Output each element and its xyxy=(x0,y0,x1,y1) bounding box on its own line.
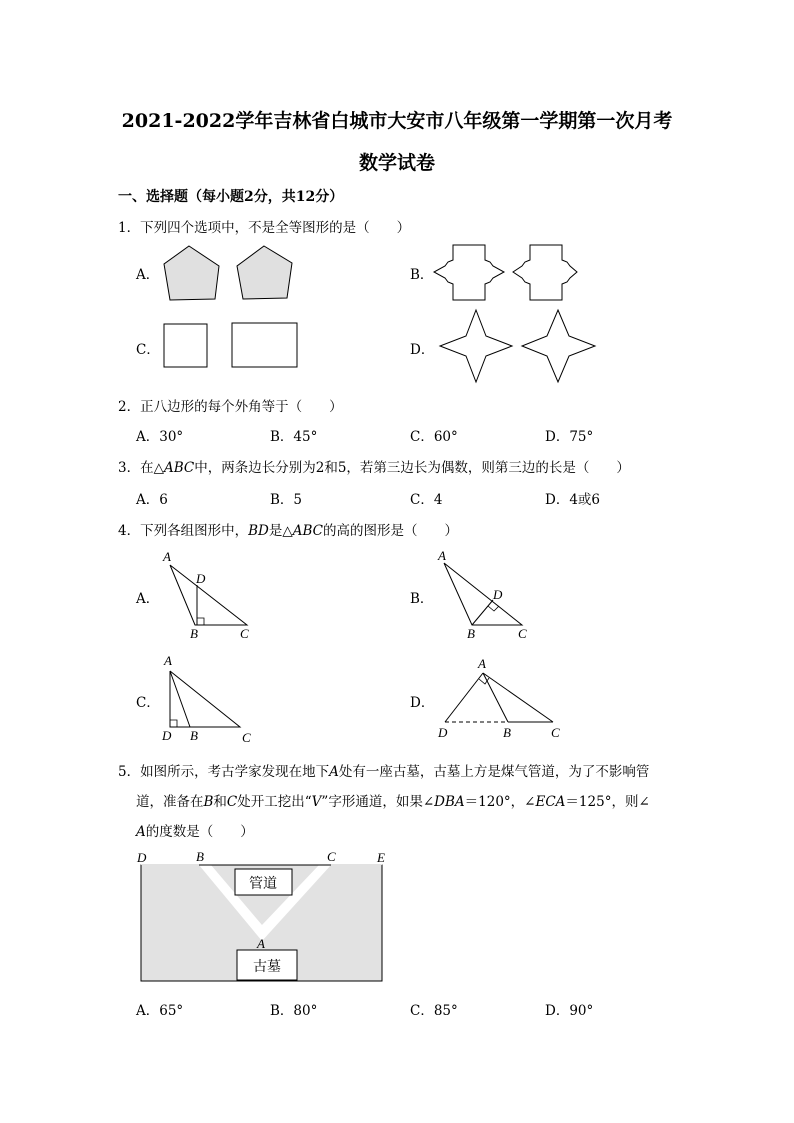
label-c: C xyxy=(327,849,336,864)
question-5-line1: 5．如图所示，考古学家发现在地下A处有一座古墓，古墓上方是煤气管道，为了不影响管 xyxy=(118,764,650,780)
label-a: A xyxy=(163,549,171,564)
q5-option-a: A．65° xyxy=(136,1003,184,1019)
label-b: B xyxy=(503,725,511,740)
label-c: C xyxy=(551,725,560,740)
question-5-line2: 道，准备在B和C处开工挖出“V”字形通道，如果∠DBA＝120°，∠ECA＝125°，则∠ xyxy=(136,794,650,810)
q3-option-b: B．5 xyxy=(270,492,303,508)
q5-option-c: C．85° xyxy=(410,1003,458,1019)
label-c: C xyxy=(518,626,527,641)
q2-option-a: A．30° xyxy=(136,429,184,445)
exam-title-line2: 数学试卷 xyxy=(358,152,435,174)
question-2-stem: 2．正八边形的每个外角等于（ ） xyxy=(118,399,343,415)
label-d: D xyxy=(137,850,147,865)
label-a: A xyxy=(438,548,446,563)
label-d: D xyxy=(196,571,206,586)
q3-option-c: C．4 xyxy=(410,492,443,508)
q3-option-d: D．4或6 xyxy=(545,492,601,508)
label-b: B xyxy=(196,849,204,864)
tomb-label: 古墓 xyxy=(253,960,281,975)
q2-option-d: D．75° xyxy=(545,429,594,445)
q1-option-a-label: A． xyxy=(136,267,160,283)
label-c: C xyxy=(242,730,251,745)
label-b: B xyxy=(190,626,198,641)
question-1-stem: 1．下列四个选项中，不是全等图形的是（ ） xyxy=(118,220,411,236)
q3-option-a: A．6 xyxy=(136,492,168,508)
q1-option-d-label: D． xyxy=(410,342,435,358)
label-a: A xyxy=(478,656,486,671)
label-a: A xyxy=(257,936,265,951)
pipe-label: 管道 xyxy=(249,877,277,892)
section-heading: 一、选择题（每小题2分，共12分） xyxy=(118,189,344,205)
q5-option-b: B．80° xyxy=(270,1003,318,1019)
label-d: D xyxy=(162,728,172,743)
question-3-stem: 3．在△ABC中，两条边长分别为2和5，若第三边长为偶数，则第三边的长是（ ） xyxy=(118,460,630,476)
q4-option-c-label: C． xyxy=(136,695,160,711)
q4-option-d-label: D． xyxy=(410,695,435,711)
label-c: C xyxy=(240,626,249,641)
q5-option-d: D．90° xyxy=(545,1003,594,1019)
label-d: D xyxy=(493,587,503,602)
q2-option-b: B．45° xyxy=(270,429,318,445)
q1-option-b-label: B． xyxy=(410,267,434,283)
q4-option-b-label: B． xyxy=(410,591,434,607)
label-b: B xyxy=(190,728,198,743)
q1-option-c-label: C． xyxy=(136,342,160,358)
label-e: E xyxy=(377,850,385,865)
label-b: B xyxy=(467,626,475,641)
label-d: D xyxy=(438,725,448,740)
label-a: A xyxy=(164,653,172,668)
exam-title-line1: 2021-2022学年吉林省白城市大安市八年级第一学期第一次月考 xyxy=(121,110,673,132)
question-5-line3: A的度数是（ ） xyxy=(136,824,254,840)
q4-option-a-label: A． xyxy=(136,591,160,607)
question-4-stem: 4．下列各组图形中，BD是△ABC的高的图形是（ ） xyxy=(118,523,458,539)
q2-option-c: C．60° xyxy=(410,429,458,445)
